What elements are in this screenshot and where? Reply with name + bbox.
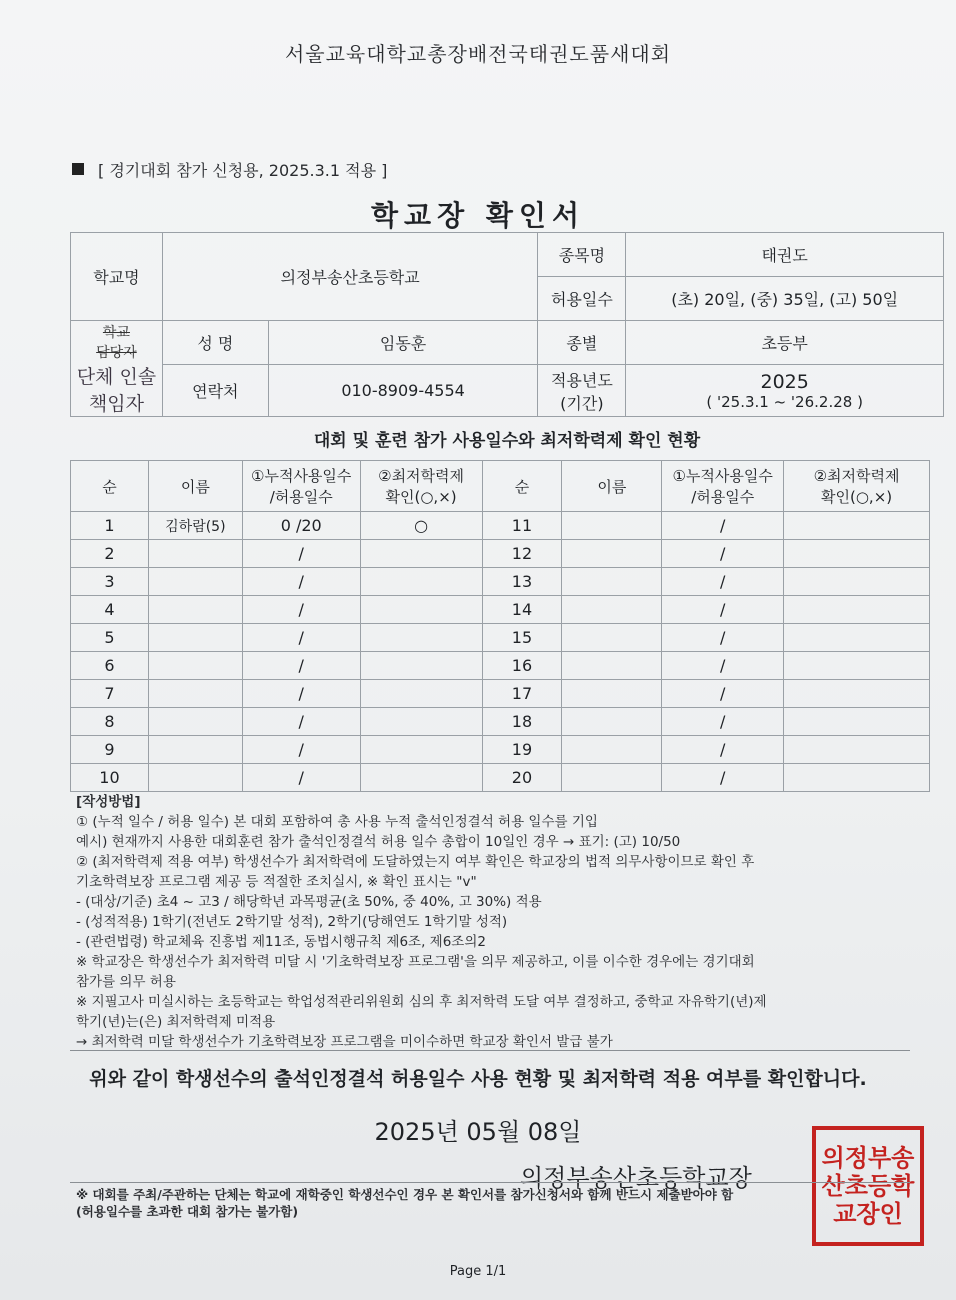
cell-name: [148, 596, 242, 624]
col-name: 이름: [148, 461, 242, 512]
divider-bottom: [70, 1182, 910, 1183]
manager-handwritten-2: 책임자: [88, 392, 144, 415]
cell-check: [360, 540, 482, 568]
year-value-cell: [626, 365, 944, 417]
cell-name: [562, 764, 662, 792]
manager-strike-2: 담당자: [96, 344, 137, 361]
footnote-line: (허용일수를 초과한 대회 참가는 불가함): [76, 1204, 299, 1219]
instruction-line: ① (누적 일수 / 허용 일수) 본 대회 포함하여 총 사용 누적 출석인정결석 허용 일수를 기입: [76, 814, 598, 830]
divider-top: [70, 1050, 910, 1051]
cell-name: [562, 652, 662, 680]
instruction-line: ※ 지필고사 미실시하는 초등학교는 학업성적관리위원회 심의 후 최저학력 도달 여부 결정하고, 중학교 자유학기(년)제: [76, 994, 767, 1010]
cell-check: [784, 708, 930, 736]
col-check: [360, 461, 482, 512]
school-value: 의정부송산초등학교: [162, 233, 538, 321]
cell-days: /: [662, 652, 784, 680]
instructions: [76, 792, 926, 1052]
period-value: ( '25.3.1 ~ '26.2.28 ): [706, 392, 863, 411]
instruction-line: [작성방법]: [76, 794, 141, 810]
cell-days: /: [242, 652, 360, 680]
cell-check: [784, 512, 930, 540]
col-no: 순: [71, 461, 149, 512]
year-label: 적용년도: [550, 370, 613, 390]
cell-days: /: [242, 568, 360, 596]
instruction-line: ※ 학교장은 학생선수가 최저학력 미달 시 '기초학력보장 프로그램'을 의무 제공하고, 이를 이수한 경우에는 경기대회: [76, 954, 755, 970]
cell-days: /: [662, 540, 784, 568]
cell-no: 11: [482, 512, 562, 540]
table-row: [71, 568, 930, 596]
cell-no: 8: [71, 708, 149, 736]
cell-days: /: [242, 680, 360, 708]
cell-check: [360, 596, 482, 624]
cell-name: [148, 652, 242, 680]
name-value: 임동훈: [268, 321, 538, 365]
cell-check: [360, 568, 482, 596]
cell-name: [148, 736, 242, 764]
cell-name: [562, 512, 662, 540]
table-row: [71, 624, 930, 652]
year-label-cell: [538, 365, 626, 417]
issue-date: 2025년 05월 08일: [374, 1118, 582, 1146]
cell-days: /: [242, 764, 360, 792]
col-check-line2: 확인(○,×): [385, 488, 457, 506]
cell-no: 18: [482, 708, 562, 736]
cell-days: /: [242, 540, 360, 568]
division-value: 초등부: [626, 321, 944, 365]
table-row: [71, 512, 930, 540]
instruction-line: - (관련법령) 학교체육 진흥법 제11조, 동법시행규칙 제6조, 제6조의2: [76, 934, 486, 950]
cell-no: 13: [482, 568, 562, 596]
division-label: 종별: [538, 321, 626, 365]
table-row: [71, 708, 930, 736]
instruction-line: 학기(년)는(은) 최저학력제 미적용: [76, 1014, 276, 1030]
attendance-table: [70, 460, 930, 792]
footnote-line: ※ 대회를 주최/주관하는 단체는 학교에 재학중인 학생선수인 경우 본 확인서를 참가신청서와 함께 반드시 제출받아야 함: [76, 1187, 734, 1202]
manager-handwritten-1: 단체 인솔: [76, 365, 157, 388]
subtitle-text: [ 경기대회 참가 신청용, 2025.3.1 적용 ]: [98, 161, 388, 180]
confirmation-statement: 위와 같이 학생선수의 출석인정결석 허용일수 사용 현황 및 최저학력 적용 여부를 확인합니다.: [89, 1068, 867, 1090]
col-check-right-line2: 확인(○,×): [821, 488, 893, 506]
cell-check: [784, 736, 930, 764]
cell-name: [562, 540, 662, 568]
principal-signature: 의정부송산초등학교장: [520, 1164, 752, 1192]
cell-name: [562, 680, 662, 708]
instruction-line: - (대상/기준) 초4 ~ 고3 / 해당학년 과목평균(초 50%, 중 40%, 고 30%) 적용: [76, 894, 542, 910]
cell-name: [148, 680, 242, 708]
instruction-line: 예시) 현재까지 사용한 대회훈련 참가 출석인정결석 허용 일수 총합이 10일인 경우 → 표기: (고) 10/50: [76, 834, 681, 850]
form-subtitle: [72, 158, 387, 181]
cell-days: /: [662, 568, 784, 596]
info-table: [70, 232, 944, 417]
table-row: [71, 596, 930, 624]
col-name-right: 이름: [562, 461, 662, 512]
cell-no: 7: [71, 680, 149, 708]
cell-check: [360, 652, 482, 680]
cell-check: [360, 680, 482, 708]
col-check-right: [784, 461, 930, 512]
col-days-right: [662, 461, 784, 512]
cell-days: /: [242, 596, 360, 624]
cell-check: [784, 624, 930, 652]
cell-check: [360, 764, 482, 792]
col-check-right-line1: ②최저학력제: [813, 467, 900, 485]
footnote: [76, 1186, 936, 1220]
official-seal-icon: 의정부송산초등학교장인: [812, 1126, 924, 1246]
cell-no: 5: [71, 624, 149, 652]
contact-value: 010-8909-4554: [268, 365, 538, 417]
cell-days: 0 /20: [242, 512, 360, 540]
period-label: (기간): [560, 393, 604, 413]
cell-name: [562, 596, 662, 624]
cell-no: 3: [71, 568, 149, 596]
cell-name: [562, 568, 662, 596]
manager-strike-1: 학교: [102, 324, 130, 341]
cell-days: /: [662, 596, 784, 624]
cell-no: 6: [71, 652, 149, 680]
school-label: 학교명: [71, 233, 163, 321]
cell-name: [562, 624, 662, 652]
cell-days: /: [662, 708, 784, 736]
cell-days: /: [662, 624, 784, 652]
event-label: 종목명: [538, 233, 626, 277]
cell-name: [148, 764, 242, 792]
name-label: 성 명: [162, 321, 268, 365]
cell-name: [148, 568, 242, 596]
cell-check: [784, 596, 930, 624]
cell-no: 20: [482, 764, 562, 792]
table-row: [71, 540, 930, 568]
col-days-line2: /허용일수: [269, 488, 333, 506]
year-value: 2025: [760, 370, 809, 393]
col-days-line1: ①누적사용일수: [251, 467, 352, 485]
cell-check: [784, 680, 930, 708]
table-row: [71, 652, 930, 680]
cell-no: 4: [71, 596, 149, 624]
days-label: 허용일수: [538, 277, 626, 321]
cell-name: [148, 708, 242, 736]
cell-no: 15: [482, 624, 562, 652]
page-number: Page 1/1: [449, 1264, 507, 1279]
cell-days: /: [662, 680, 784, 708]
instruction-line: 기초학력보장 프로그램 제공 등 적절한 조치실시, ※ 확인 표시는 "v": [76, 874, 477, 890]
cell-no: 10: [71, 764, 149, 792]
cell-days: /: [242, 736, 360, 764]
cell-name: [148, 624, 242, 652]
col-days-right-line2: /허용일수: [691, 488, 755, 506]
cell-no: 16: [482, 652, 562, 680]
cell-no: 14: [482, 596, 562, 624]
instruction-line: - (성적적용) 1학기(전년도 2학기말 성적), 2학기(당해연도 1학기말 성적): [76, 914, 508, 930]
cell-days: /: [662, 764, 784, 792]
col-days: [242, 461, 360, 512]
table-row: [71, 764, 930, 792]
cell-check: [784, 540, 930, 568]
cell-days: /: [242, 624, 360, 652]
instruction-line: 참가를 의무 허용: [76, 974, 176, 990]
table-row: [71, 680, 930, 708]
square-bullet-icon: [72, 163, 84, 175]
cell-days: /: [662, 736, 784, 764]
col-no-right: 순: [482, 461, 562, 512]
cell-check: [360, 736, 482, 764]
days-value: (초) 20일, (중) 35일, (고) 50일: [626, 277, 944, 321]
table-row: [71, 736, 930, 764]
section-title: 대회 및 훈련 참가 사용일수와 최저학력제 확인 현황: [313, 431, 701, 451]
instruction-line: ② (최저학력제 적용 여부) 학생선수가 최저학력에 도달하였는지 여부 확인은 학교장의 법적 의무사항이므로 확인 후: [76, 854, 755, 870]
cell-name: [562, 736, 662, 764]
cell-no: 2: [71, 540, 149, 568]
document-title: 학교장 확인서: [370, 199, 586, 232]
cell-check: [784, 652, 930, 680]
cell-check: [360, 624, 482, 652]
event-header: 서울교육대학교총장배전국태권도품새대회: [284, 42, 672, 66]
col-days-right-line1: ①누적사용일수: [672, 467, 773, 485]
cell-name: [562, 708, 662, 736]
cell-check: [784, 764, 930, 792]
cell-days: /: [242, 708, 360, 736]
cell-check: [784, 568, 930, 596]
contact-label: 연락처: [162, 365, 268, 417]
cell-name: 김하람(5): [148, 512, 242, 540]
event-value: 태권도: [626, 233, 944, 277]
instruction-line: → 최저학력 미달 학생선수가 기초학력보장 프로그램을 미이수하면 학교장 확인서 발급 불가: [76, 1034, 613, 1050]
cell-days: /: [662, 512, 784, 540]
cell-name: [148, 540, 242, 568]
cell-no: 1: [71, 512, 149, 540]
cell-no: 9: [71, 736, 149, 764]
col-check-line1: ②최저학력제: [378, 467, 465, 485]
cell-check: ○: [360, 512, 482, 540]
cell-check: [360, 708, 482, 736]
manager-cell: [71, 321, 163, 417]
cell-no: 19: [482, 736, 562, 764]
cell-no: 17: [482, 680, 562, 708]
cell-no: 12: [482, 540, 562, 568]
